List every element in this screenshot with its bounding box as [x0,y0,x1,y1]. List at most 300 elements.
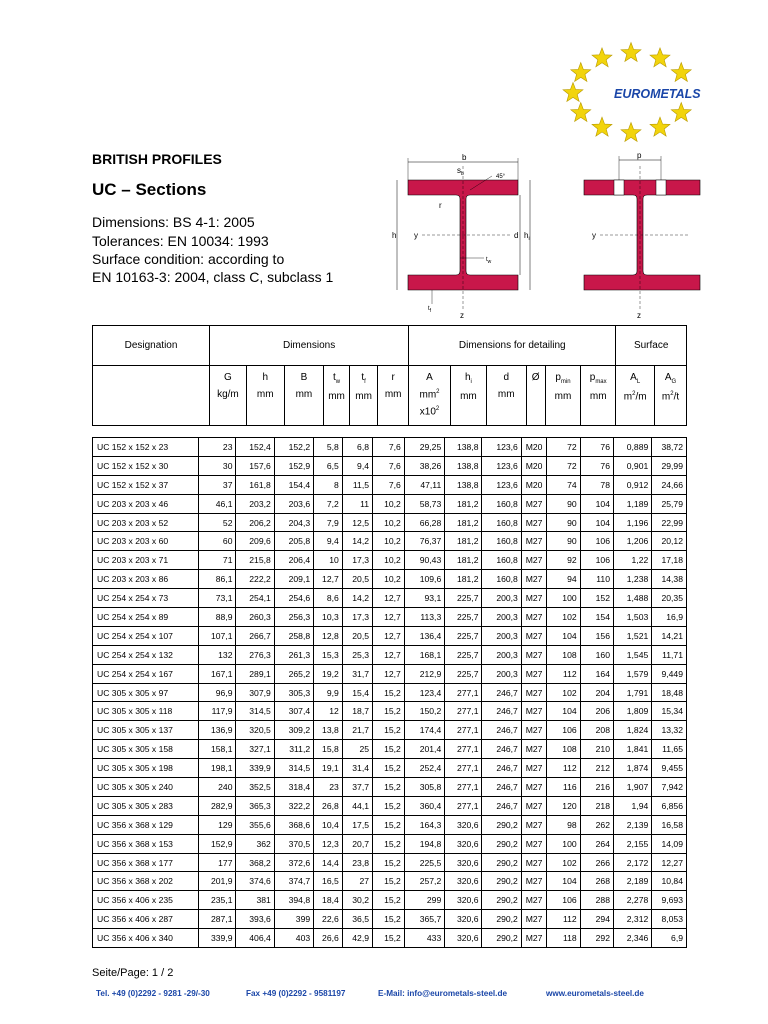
column-header [655,366,687,426]
designation-cell: UC 203 x 203 x 46 [93,494,199,513]
footer-website[interactable]: www.eurometals-steel.de [546,989,644,998]
value-cell: 277,1 [445,740,482,759]
table-row [93,759,687,778]
label-p: p [637,151,642,160]
value-cell: M20 [521,438,546,457]
value-cell: 90,43 [404,551,444,570]
value-cell: 30,2 [342,891,372,910]
value-cell: 277,1 [445,796,482,815]
value-cell: 290,2 [482,929,521,948]
value-cell: 112 [547,759,580,778]
value-cell: 23 [199,438,236,457]
table-row [93,834,687,853]
value-cell: 15,2 [373,796,405,815]
value-cell: 46,1 [199,494,236,513]
value-cell: 93,1 [404,589,444,608]
value-cell: 225,7 [445,589,482,608]
designation-cell: UC 254 x 254 x 89 [93,608,199,627]
value-cell: 1,94 [613,796,651,815]
value-cell: M27 [521,815,546,834]
column-symbol: A [426,372,433,383]
value-cell: 0,901 [613,456,651,475]
value-cell: 12 [314,702,343,721]
value-cell: 311,2 [274,740,313,759]
value-cell: 1,521 [613,626,651,645]
value-cell: 314,5 [236,702,274,721]
page-title: UC – Sections [92,180,207,199]
value-cell: 290,2 [482,891,521,910]
value-cell: 15,2 [373,929,405,948]
value-cell: 294 [580,910,613,929]
value-cell: 225,7 [445,626,482,645]
column-symbol-subscript: G [671,379,677,385]
value-cell: 1,579 [613,664,651,683]
value-cell: 262 [580,815,613,834]
column-unit: mm [328,391,345,402]
bolt-hole-right [656,180,666,195]
value-cell: 110 [580,570,613,589]
table-row [93,438,687,457]
table-row [93,702,687,721]
unit-superscript: 2 [632,391,636,397]
value-cell: 290,2 [482,872,521,891]
value-cell: 10,2 [373,551,405,570]
value-cell: 22,6 [314,910,343,929]
value-cell: 1,238 [613,570,651,589]
value-cell: 129 [199,815,236,834]
value-cell: 252,4 [404,759,444,778]
logo-star-icon [592,117,612,136]
value-cell: 393,6 [236,910,274,929]
value-cell: 292 [580,929,613,948]
column-symbol-subscript: max [595,379,607,385]
value-cell: 15,2 [373,740,405,759]
value-cell: 11 [342,494,372,513]
value-cell: 42,9 [342,929,372,948]
value-cell: 26,8 [314,796,343,815]
value-cell: M27 [521,872,546,891]
label-z: z [637,311,641,320]
value-cell: 12,8 [314,626,343,645]
value-cell: 106 [580,532,613,551]
value-cell: 11,65 [652,740,687,759]
value-cell: 123,6 [482,475,521,494]
value-cell: 17,3 [342,608,372,627]
value-cell: 12,7 [373,589,405,608]
value-cell: 132 [199,645,236,664]
value-cell: 365,7 [404,910,444,929]
column-unit: $m^2/t$ [661,391,680,403]
designation-cell: UC 356 x 368 x 177 [93,853,199,872]
designation-cell: UC 152 x 152 x 30 [93,456,199,475]
value-cell: 167,1 [199,664,236,683]
flange-hole-detail-diagram [580,150,705,320]
value-cell: 433 [404,929,444,948]
column-unit: mm [256,389,274,400]
value-cell: M27 [521,494,546,513]
column-unit: mm [384,389,402,400]
table-row [93,494,687,513]
value-cell: 104 [547,872,580,891]
logo-star-icon [650,48,670,67]
value-cell: 212,9 [404,664,444,683]
value-cell: 25,3 [342,645,372,664]
column-unit-multiplier: $x10^2$ [419,406,440,418]
table-row [93,456,687,475]
value-cell: 15,2 [373,683,405,702]
value-cell: 225,7 [445,645,482,664]
value-cell: M27 [521,551,546,570]
value-cell: 204 [580,683,613,702]
value-cell: 15,34 [652,702,687,721]
value-cell: 27 [342,872,372,891]
column-symbol: B [300,372,308,383]
section-heading: BRITISH PROFILES [92,151,222,167]
value-cell: 240 [199,778,236,797]
value-cell: 106 [580,551,613,570]
value-cell: 2,139 [613,815,651,834]
value-cell: 277,1 [445,759,482,778]
table-row [93,910,687,929]
value-cell: 92 [547,551,580,570]
value-cell: 90 [547,532,580,551]
value-cell: 370,5 [274,834,313,853]
value-cell: 290,2 [482,853,521,872]
value-cell: 112 [547,664,580,683]
value-cell: 158,1 [199,740,236,759]
table-row [93,551,687,570]
value-cell: M27 [521,626,546,645]
value-cell: 6,8 [342,438,372,457]
value-cell: 123,4 [404,683,444,702]
column-header [378,366,409,426]
value-cell: 1,824 [613,721,651,740]
value-cell: 258,8 [274,626,313,645]
value-cell: 12,7 [373,664,405,683]
column-unit: mm [589,391,607,402]
value-cell: 76,37 [404,532,444,551]
column-header [409,366,451,426]
table-row [93,891,687,910]
value-cell: 72 [547,438,580,457]
value-cell: 11,5 [342,475,372,494]
value-cell: 152,9 [199,834,236,853]
value-cell: 246,7 [482,740,521,759]
value-cell: 160,8 [482,494,521,513]
designation-cell: UC 356 x 406 x 340 [93,929,199,948]
value-cell: 7,2 [314,494,343,513]
value-cell: 104 [547,626,580,645]
value-cell: 36,5 [342,910,372,929]
column-unit: mm [295,389,313,400]
value-cell: 254,6 [274,589,313,608]
designation-cell: UC 254 x 254 x 73 [93,589,199,608]
value-cell: 14,2 [342,589,372,608]
value-cell: 108 [547,645,580,664]
label-tw: $t_w$ [486,257,492,265]
table-row [93,815,687,834]
designation-cell: UC 356 x 368 x 129 [93,815,199,834]
value-cell: 138,8 [445,438,482,457]
value-cell: 17,3 [342,551,372,570]
value-cell: 288 [580,891,613,910]
column-header [616,366,655,426]
value-cell: 203,2 [236,494,274,513]
value-cell: M27 [521,645,546,664]
designation-cell: UC 305 x 305 x 240 [93,778,199,797]
column-unit: mm [554,391,572,402]
value-cell: 12,27 [652,853,687,872]
value-cell: 1,196 [613,513,651,532]
value-cell: 168,1 [404,645,444,664]
value-cell: 276,3 [236,645,274,664]
value-cell: 206 [580,702,613,721]
table-row [93,626,687,645]
value-cell: 116 [547,778,580,797]
value-cell: 60 [199,532,236,551]
group-dimensions: Dimensions [210,326,409,366]
value-cell: 181,2 [445,570,482,589]
value-cell: 1,503 [613,608,651,627]
value-cell: 20,5 [342,570,372,589]
value-cell: 152,4 [236,438,274,457]
value-cell: 208 [580,721,613,740]
value-cell: 160,8 [482,551,521,570]
value-cell: 339,9 [199,929,236,948]
table-row [93,929,687,948]
value-cell: 23,8 [342,853,372,872]
value-cell: 15,2 [373,853,405,872]
value-cell: 47,11 [404,475,444,494]
table-row [93,740,687,759]
logo-star-icon [571,63,591,82]
value-cell: 154,4 [274,475,313,494]
value-cell: 1,22 [613,551,651,570]
value-cell: 30 [199,456,236,475]
value-cell: 0,912 [613,475,651,494]
value-cell: 15,3 [314,645,343,664]
value-cell: 198,1 [199,759,236,778]
value-cell: 90 [547,494,580,513]
value-cell: 113,3 [404,608,444,627]
column-symbol: $t_f$ [361,372,366,385]
value-cell: 18,4 [314,891,343,910]
value-cell: 161,8 [236,475,274,494]
value-cell: 1,809 [613,702,651,721]
value-cell: 26,6 [314,929,343,948]
value-cell: 9,4 [314,532,343,551]
value-cell: 399 [274,910,313,929]
value-cell: 181,2 [445,513,482,532]
column-header [324,366,350,426]
value-cell: 7,6 [373,456,405,475]
value-cell: 136,4 [404,626,444,645]
column-symbol: $t_w$ [333,372,341,385]
value-cell: 72 [547,456,580,475]
value-cell: 314,5 [274,759,313,778]
value-cell: 264 [580,834,613,853]
value-cell: 194,8 [404,834,444,853]
value-cell: 201,9 [199,872,236,891]
value-cell: M27 [521,910,546,929]
value-cell: M27 [521,796,546,815]
value-cell: 289,1 [236,664,274,683]
value-cell: 7,9 [314,513,343,532]
value-cell: 246,7 [482,683,521,702]
value-cell: 14,09 [652,834,687,853]
value-cell: 117,9 [199,702,236,721]
designation-cell: UC 203 x 203 x 52 [93,513,199,532]
value-cell: 10,3 [314,608,343,627]
column-header [450,366,486,426]
value-cell: 104 [547,702,580,721]
column-symbol-subscript: f [364,379,366,385]
column-symbol: r [391,372,395,383]
value-cell: 19,1 [314,759,343,778]
value-cell: 372,6 [274,853,313,872]
value-cell: 406,4 [236,929,274,948]
value-cell: 104 [580,513,613,532]
value-cell: 7,6 [373,475,405,494]
designation-cell: UC 305 x 305 x 198 [93,759,199,778]
value-cell: M27 [521,608,546,627]
column-symbol: $A_G$ [664,372,677,385]
column-unit: $m^2/m$ [623,391,647,403]
value-cell: 7,6 [373,438,405,457]
value-cell: 11,71 [652,645,687,664]
value-cell: 261,3 [274,645,313,664]
value-cell: 88,9 [199,608,236,627]
table-row [93,532,687,551]
designation-cell: UC 203 x 203 x 60 [93,532,199,551]
column-symbol-subscript: i [470,379,472,385]
value-cell: 320,6 [445,929,482,948]
value-cell: 9,449 [652,664,687,683]
value-cell: 15,2 [373,910,405,929]
value-cell: 218 [580,796,613,815]
value-cell: M20 [521,475,546,494]
designation-cell: UC 305 x 305 x 118 [93,702,199,721]
value-cell: 12,7 [373,608,405,627]
column-header [246,366,284,426]
footer-email[interactable]: E-Mail: info@eurometals-steel.de [378,989,508,998]
designation-cell: UC 254 x 254 x 107 [93,626,199,645]
value-cell: 120 [547,796,580,815]
value-cell: 10,2 [373,532,405,551]
designation-cell: UC 203 x 203 x 86 [93,570,199,589]
value-cell: 78 [580,475,613,494]
value-cell: 7,942 [652,778,687,797]
value-cell: 320,6 [445,910,482,929]
value-cell: 268 [580,872,613,891]
label-h: h [392,231,397,240]
value-cell: 362 [236,834,274,853]
value-cell: 327,1 [236,740,274,759]
value-cell: 98 [547,815,580,834]
value-cell: 1,545 [613,645,651,664]
designation-blank-cell [93,366,210,426]
value-cell: 24,66 [652,475,687,494]
logo-star-icon [621,123,641,142]
value-cell: M27 [521,929,546,948]
value-cell: 106 [547,721,580,740]
value-cell: 381 [236,891,274,910]
value-cell: M27 [521,702,546,721]
value-cell: 257,2 [404,872,444,891]
unit-superscript: 2 [670,391,674,397]
value-cell: 160,8 [482,532,521,551]
value-cell: 73,1 [199,589,236,608]
value-cell: 154 [580,608,613,627]
value-cell: 9,693 [652,891,687,910]
value-cell: 10,2 [373,513,405,532]
column-header [284,366,324,426]
value-cell: 9,9 [314,683,343,702]
value-cell: 0,889 [613,438,651,457]
value-cell: 16,58 [652,815,687,834]
designation-cell: UC 305 x 305 x 97 [93,683,199,702]
value-cell: 201,4 [404,740,444,759]
value-cell: 38,26 [404,456,444,475]
value-cell: 138,8 [445,475,482,494]
label-y: y [414,231,418,240]
value-cell: 15,2 [373,872,405,891]
value-cell: 216 [580,778,613,797]
value-cell: 14,2 [342,532,372,551]
column-symbol: G [224,372,232,383]
value-cell: 8 [314,475,343,494]
value-cell: 66,28 [404,513,444,532]
value-cell: 152 [580,589,613,608]
column-header [581,366,616,426]
value-cell: 200,3 [482,608,521,627]
column-symbol-subscript: w [335,379,341,385]
group-designation: Designation [93,326,210,366]
value-cell: 322,2 [274,796,313,815]
value-cell: 256,3 [274,608,313,627]
column-symbol: $p_{max}$ [589,372,607,385]
value-cell: 246,7 [482,778,521,797]
value-cell: 118 [547,929,580,948]
value-cell: 1,791 [613,683,651,702]
table-row [93,645,687,664]
value-cell: 305,8 [404,778,444,797]
value-cell: M27 [521,683,546,702]
value-cell: 16,9 [652,608,687,627]
value-cell: 215,8 [236,551,274,570]
value-cell: 22,99 [652,513,687,532]
logo-star-icon [571,103,591,122]
value-cell: 339,9 [236,759,274,778]
column-header [210,366,247,426]
unit-superscript: 2 [436,389,440,395]
table-row [93,608,687,627]
value-cell: 152,9 [274,456,313,475]
value-cell: 10,2 [373,570,405,589]
value-cell: M27 [521,891,546,910]
label-b: b [462,153,467,162]
value-cell: 9,4 [342,456,372,475]
value-cell: 90 [547,513,580,532]
group-detailing: Dimensions for detailing [409,326,616,366]
value-cell: M20 [521,456,546,475]
bolt-hole-left [614,180,624,195]
designation-cell: UC 203 x 203 x 71 [93,551,199,570]
value-cell: 1,841 [613,740,651,759]
value-cell: 246,7 [482,721,521,740]
value-cell: 138,8 [445,456,482,475]
column-symbol: h [262,372,269,383]
